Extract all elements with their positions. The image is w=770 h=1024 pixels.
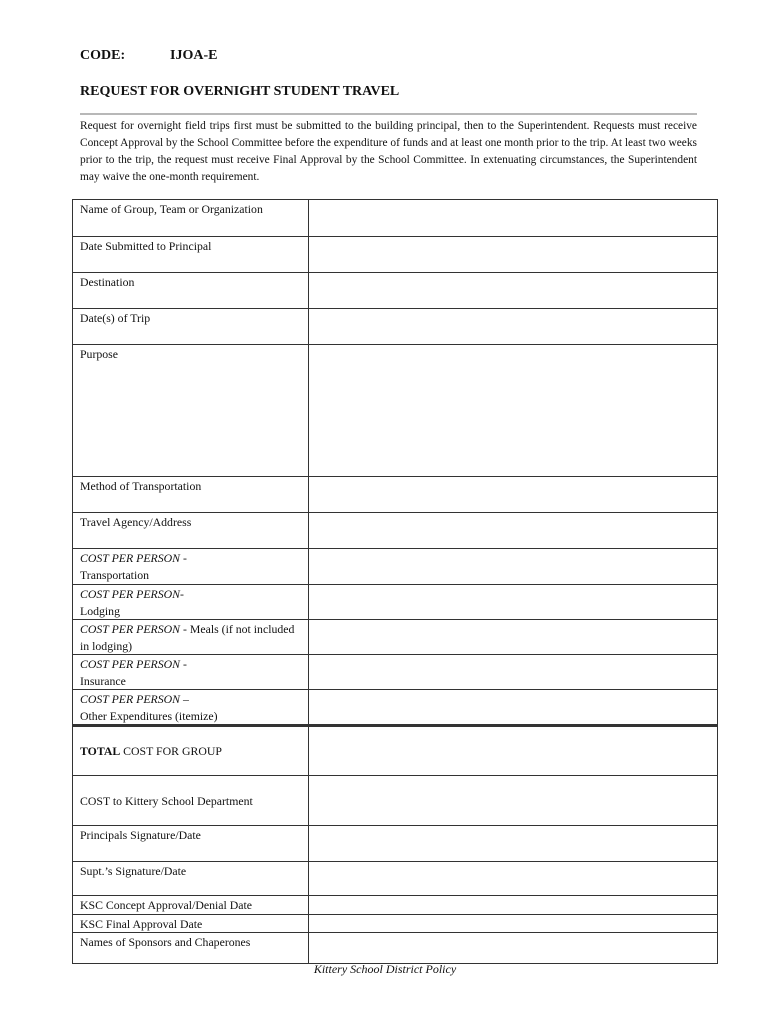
cost-other-field[interactable] bbox=[309, 690, 718, 726]
form-label bbox=[73, 776, 309, 826]
travel-agency-field[interactable] bbox=[309, 513, 718, 549]
principal-signature-field[interactable] bbox=[309, 826, 718, 862]
form-row-concept-approval bbox=[73, 896, 718, 915]
form-label bbox=[73, 826, 309, 862]
label-text: Principals Signature/Date bbox=[80, 828, 201, 842]
form-row-transportation-method bbox=[73, 477, 718, 513]
page-title: REQUEST FOR OVERNIGHT STUDENT TRAVEL bbox=[80, 84, 400, 99]
trip-dates-field[interactable] bbox=[309, 309, 718, 345]
label-italic-text: COST PER PERSON – bbox=[80, 692, 189, 706]
label-italic-text: COST PER PERSON - bbox=[80, 551, 187, 565]
label-text: Destination bbox=[80, 275, 135, 289]
transportation-method-field[interactable] bbox=[309, 477, 718, 513]
label-text: COST to Kittery School Department bbox=[80, 793, 253, 808]
form-row-destination bbox=[73, 273, 718, 309]
form-row-purpose bbox=[73, 345, 718, 477]
form-label bbox=[73, 273, 309, 309]
page-footer: Kittery School District Policy bbox=[313, 962, 457, 976]
label-text: Purpose bbox=[80, 347, 119, 361]
form-row-cost-other bbox=[73, 690, 718, 726]
cost-kittery-field[interactable] bbox=[309, 776, 718, 826]
form-label bbox=[73, 620, 309, 655]
form-label bbox=[73, 309, 309, 345]
form-row-cost-meals bbox=[73, 620, 718, 655]
purpose-field[interactable] bbox=[309, 345, 718, 477]
form-label bbox=[73, 237, 309, 273]
total-cost-field[interactable] bbox=[309, 726, 718, 776]
form-label bbox=[73, 549, 309, 585]
label-text: Name of Group, Team or Organization bbox=[80, 202, 263, 216]
form-label bbox=[73, 914, 309, 933]
label-text: COST FOR GROUP bbox=[120, 744, 222, 759]
form-row-total-cost bbox=[73, 726, 718, 776]
label-bold-text: TOTAL bbox=[80, 744, 121, 759]
label-text: KSC Final Approval Date bbox=[80, 916, 203, 931]
code-label: CODE: bbox=[80, 48, 126, 63]
form-row-group-name bbox=[73, 200, 718, 237]
final-approval-field[interactable] bbox=[309, 914, 718, 933]
form-label bbox=[73, 933, 309, 964]
form-row-travel-agency bbox=[73, 513, 718, 549]
label-text: Insurance bbox=[80, 673, 126, 688]
label-text: Date(s) of Trip bbox=[80, 311, 151, 325]
group-name-field[interactable] bbox=[309, 200, 718, 237]
label-text: Method of Transportation bbox=[80, 479, 202, 493]
date-submitted-field[interactable] bbox=[309, 237, 718, 273]
form-row-cost-insurance bbox=[73, 655, 718, 690]
cost-lodging-field[interactable] bbox=[309, 585, 718, 620]
label-italic-text: COST PER PERSON- bbox=[80, 587, 184, 601]
label-text: Names of Sponsors and Chaperones bbox=[80, 935, 251, 949]
form-row-supt-signature bbox=[73, 862, 718, 896]
form-row-trip-dates bbox=[73, 309, 718, 345]
form-row-final-approval bbox=[73, 914, 718, 933]
form-row-cost-kittery bbox=[73, 776, 718, 826]
form-label bbox=[73, 655, 309, 690]
label-text: Date Submitted to Principal bbox=[80, 239, 212, 253]
label-italic-text: COST PER PERSON bbox=[80, 622, 181, 636]
form-row-cost-lodging bbox=[73, 585, 718, 620]
supt-signature-field[interactable] bbox=[309, 862, 718, 896]
label-text: Travel Agency/Address bbox=[80, 515, 192, 529]
form-label bbox=[73, 345, 309, 477]
travel-request-form bbox=[72, 199, 718, 964]
label-text: - Meals (if not included in lodging) bbox=[80, 622, 295, 653]
form-label bbox=[73, 896, 309, 915]
label-italic-text: COST PER PERSON - bbox=[80, 657, 187, 671]
form-label bbox=[73, 726, 309, 776]
form-row-date-submitted bbox=[73, 237, 718, 273]
label-text: Transportation bbox=[80, 567, 150, 582]
form-label bbox=[73, 585, 309, 620]
form-label bbox=[73, 513, 309, 549]
label-text: Supt.’s Signature/Date bbox=[80, 864, 187, 878]
cost-transportation-field[interactable] bbox=[309, 549, 718, 585]
label-text: Lodging bbox=[80, 603, 120, 618]
sponsors-field[interactable] bbox=[309, 933, 718, 964]
cost-meals-field[interactable] bbox=[309, 620, 718, 655]
intro-paragraph: Request for overnight field trips first must be submitted to the building principal, then to the Superintendent. Requests must receive Concept Approval by the School Committee before the expenditure of funds and at least one month prior to the trip. At least two weeks prior to the trip, the request must receive Final Approval by the School Committee. In extenuating circumstances, the Superintendent may waive the one-month requirement. bbox=[80, 120, 697, 183]
title-divider bbox=[80, 113, 697, 115]
form-label bbox=[73, 690, 309, 726]
cost-insurance-field[interactable] bbox=[309, 655, 718, 690]
label-text: KSC Concept Approval/Denial Date bbox=[80, 898, 253, 912]
concept-approval-field[interactable] bbox=[309, 896, 718, 915]
form-label bbox=[73, 862, 309, 896]
code-value: IJOA-E bbox=[170, 48, 218, 63]
destination-field[interactable] bbox=[309, 273, 718, 309]
label-text: Other Expenditures (itemize) bbox=[80, 708, 218, 723]
form-label bbox=[73, 200, 309, 237]
form-label bbox=[73, 477, 309, 513]
form-row-principal-signature bbox=[73, 826, 718, 862]
form-row-sponsors bbox=[73, 933, 718, 964]
form-row-cost-transportation bbox=[73, 549, 718, 585]
code-line bbox=[80, 48, 218, 64]
